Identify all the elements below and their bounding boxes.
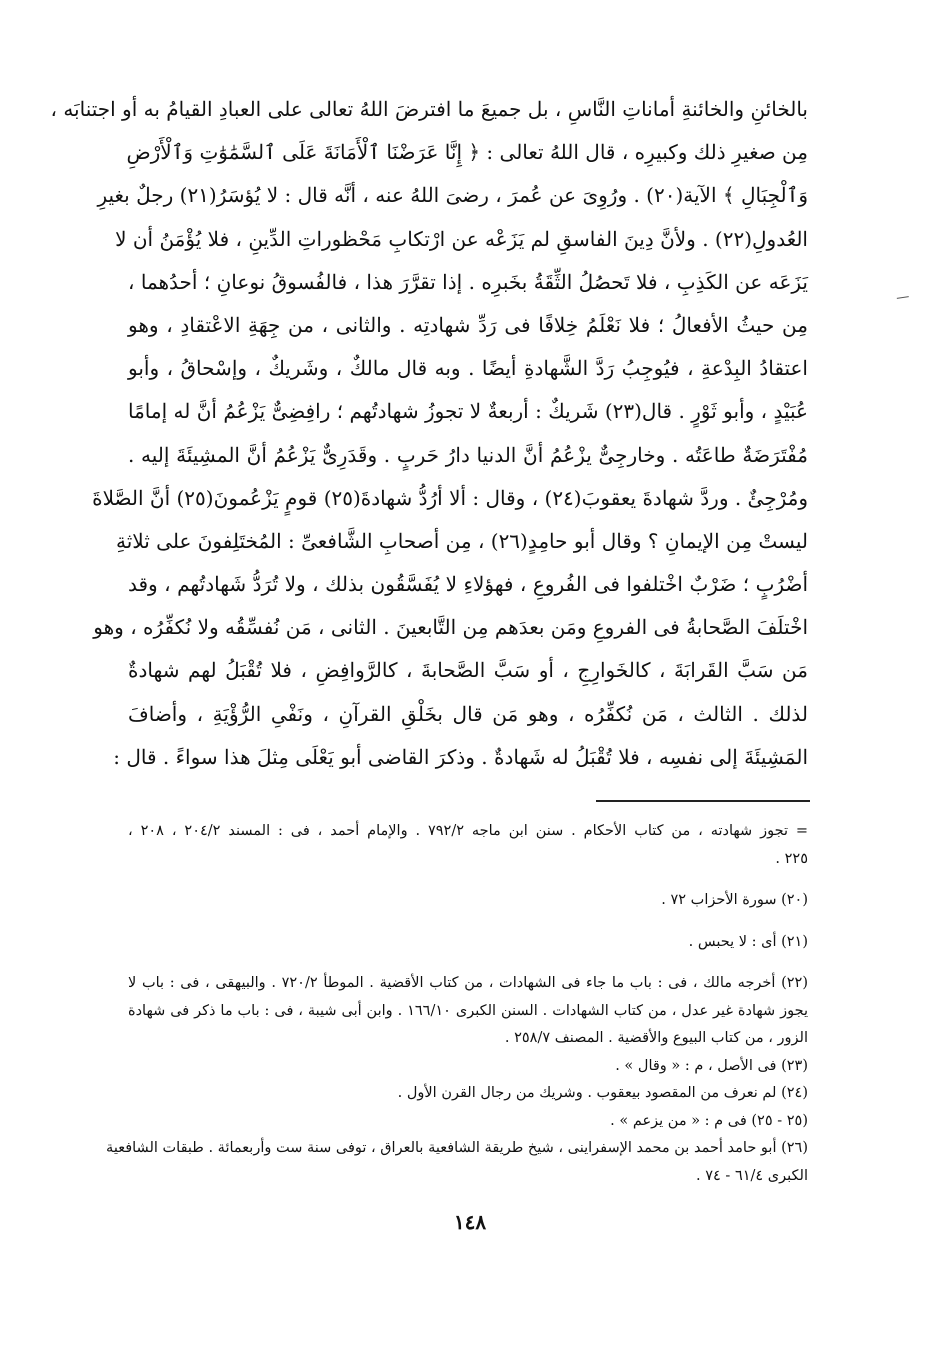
footnote-separator-rule [596,800,810,802]
main-text-line: اعتقادُ البِدْعةِ ، فيُوجِبُ رَدَّ الشَّهادةِ أيضًا . وبه قال مالكٌ ، وشَريكٌ ، وإسْحاقُ ، وأبو [128,356,808,381]
main-text-line: بالخائنِ والخائنةِ أماناتِ النَّاسِ ، بل جميعَ ما افترضَ اللهُ تعالى على العبادِ القيامُ به أو اجتنابَه ، [50,97,808,121]
page-number: ١٤٨ [453,1210,487,1234]
margin-mark [897,296,909,302]
footnote-26: (٢٦) أبو حامد أحمد بن محمد الإسفراينى ، شيخ طريقة الشافعية بالعراق ، توفى سنة ست وأربعمائة . طبقات الشافعية [106,1140,808,1156]
main-text-line: مِن صغيرِ ذلك وكبيرِه ، قال اللهُ تعالى : ﴿ إِنَّا عَرَضْنَا ٱلْأَمَانَةَ عَلَى ٱلسَّمَٰوَٰتِ وَٱلْأَرْضِ [126,140,808,165]
footnote-line: ٢٢٥ . [775,850,808,867]
main-text-line: مُفْتَرَضَةٌ طاعَتُه . وخارجِىٌّ يزْعُمُ أنَّ الدنيا دارُ حَربٍ . وقَدَرِىٌّ يَزْعُمُ أنَّ المشِيئَةَ إليه . [128,442,808,467]
main-text-line: مَن سَبَّ القَرابَةَ ، كالخَوارِجِ ، أو سَبَّ الصَّحابةَ ، كالرَّوافِضِ ، فلا تُقْبَلُ لهم شهادةٌ [128,658,808,683]
footnote-line: الكبرى ٦١/٤ - ٧٤ . [696,1167,808,1184]
main-text-line: المَشِيئَةَ إلى نفسِه ، فلا تُقْبَلُ له شَهادةٌ . وذكرَ القاضى أبو يَعْلَى مِثلَ هذا سواءً . قال : [113,744,808,769]
main-text-line: ليستْ مِن الإيمانِ ؟ وقال أبو حامِدٍ(٢٦) ، مِن أصحابِ الشَّافعىِّ : المُختَلِفونَ على ثلاثةِ [116,528,808,553]
main-text-line: مِن حيثُ الأفعالُ ؛ فلا نَعْلَمُ خِلافًا فى رَدِّ شهادتِه . والثانى ، من جِهَةِ الاعْتقادِ ، وهو [128,312,808,337]
footnote-22: (٢٢) أخرجه مالك ، فى : باب ما جاء فى الشهادات ، من كتاب الأقضية . الموطأ ٧٢٠/٢ . والبيهقى ، فى : باب لا [128,975,808,991]
footnote-line: يجوز شهادة غير عدل ، من كتاب الشهادات . السنن الكبرى ١٦٦/١٠ . وابن أبى شيبة ، فى : باب ما ذكر فى شهادة [128,1002,809,1019]
main-text-line: لذلك . الثالث ، مَن نُكفِّرُه ، وهو مَن قال بخَلْقِ القرآنِ ، ونَفْىِ الرُّؤْيَةِ ، وأضافَ [128,701,808,726]
footnote-21: (٢١) أى : لا يحبس . [688,933,808,950]
main-text-line: أضْرُبٍ ؛ ضَرْبٌ اخْتلفوا فى الفُروعِ ، فهؤلاءِ لا يُفَسَّقُون بذلك ، ولا تُرَدُّ شَهادتُهم ، وقد [128,572,808,597]
footnote-24: (٢٤) لم نعرف من المقصود بيعقوب . وشريك من رجال القرن الأول . [397,1085,808,1101]
footnote-20: (٢٠) سورة الأحزاب ٧٢ . [661,892,808,908]
main-text-block [50,88,808,779]
footnote-line: الزور ، من كتاب البيوع والأقضية . المصنف ٢٥٨/٧ . [504,1030,808,1046]
main-text-line: ومُرْجِئٌ . وردَّ شهادةَ يعقوبَ(٢٤) ، وقال : ألا أرُدُّ شهادةَ(٢٥) قومٍ يَزْعُمونَ(٢٥) أنَّ الصَّلاةَ [92,485,808,510]
main-text-line: العُدولِ(٢٢) . ولأنَّ دِينَ الفاسقِ لم يَزَعْه عن ارْتكابِ مَحْظوراتِ الدِّينِ ، فلا يُؤْمَنُ أن لا [115,226,808,251]
main-text-line: يَزَعَه عن الكَذِبِ ، فلا تَحصُلُ الثِّقَةُ بخَبرِه . إذا تقرَّرَ هذا ، فالفُسوقُ نوعانِ ؛ أحدُهما ، [128,269,808,294]
footnote-23: (٢٣) فى الأصل ، م : « وقال » . [615,1057,808,1074]
main-text-line: عُبَيْدٍ ، وأبو ثَوْرٍ . قال(٢٣) شَريكٌ : أربعةٌ لا تجوزُ شهادتُهم ؛ رافِضِىٌّ يَزْعُمُ أنَّ له إمامًا [128,399,808,424]
footnote-line: = تجوز شهادته ، من كتاب الأحكام . سنن ابن ماجه ٧٩٢/٢ . والإمام أحمد ، فى : المسند ٢٠٤/٢ ، ٢٠٨ ، [128,823,809,839]
main-text-line: وَٱلْجِبَالِ ﴾ الآية(٢٠) . ورُوِىَ عن عُمرَ ، رضىَ اللهُ عنه ، أنَّه قال : لا يُؤسَرُ(٢١) رجلٌ بغيرِ [97,183,808,208]
footnotes-block [106,818,809,1190]
footnote-25: (٢٥ - ٢٥) فى م : « من يزعم » . [610,1112,808,1129]
main-text-line: اخْتلَفَ الصَّحابةُ فى الفروعِ ومَن بعدَهم مِن التَّابعينَ . الثانى ، مَن نُفسِّقُه ولا نُكفِّرُه ، وهو [93,615,808,640]
